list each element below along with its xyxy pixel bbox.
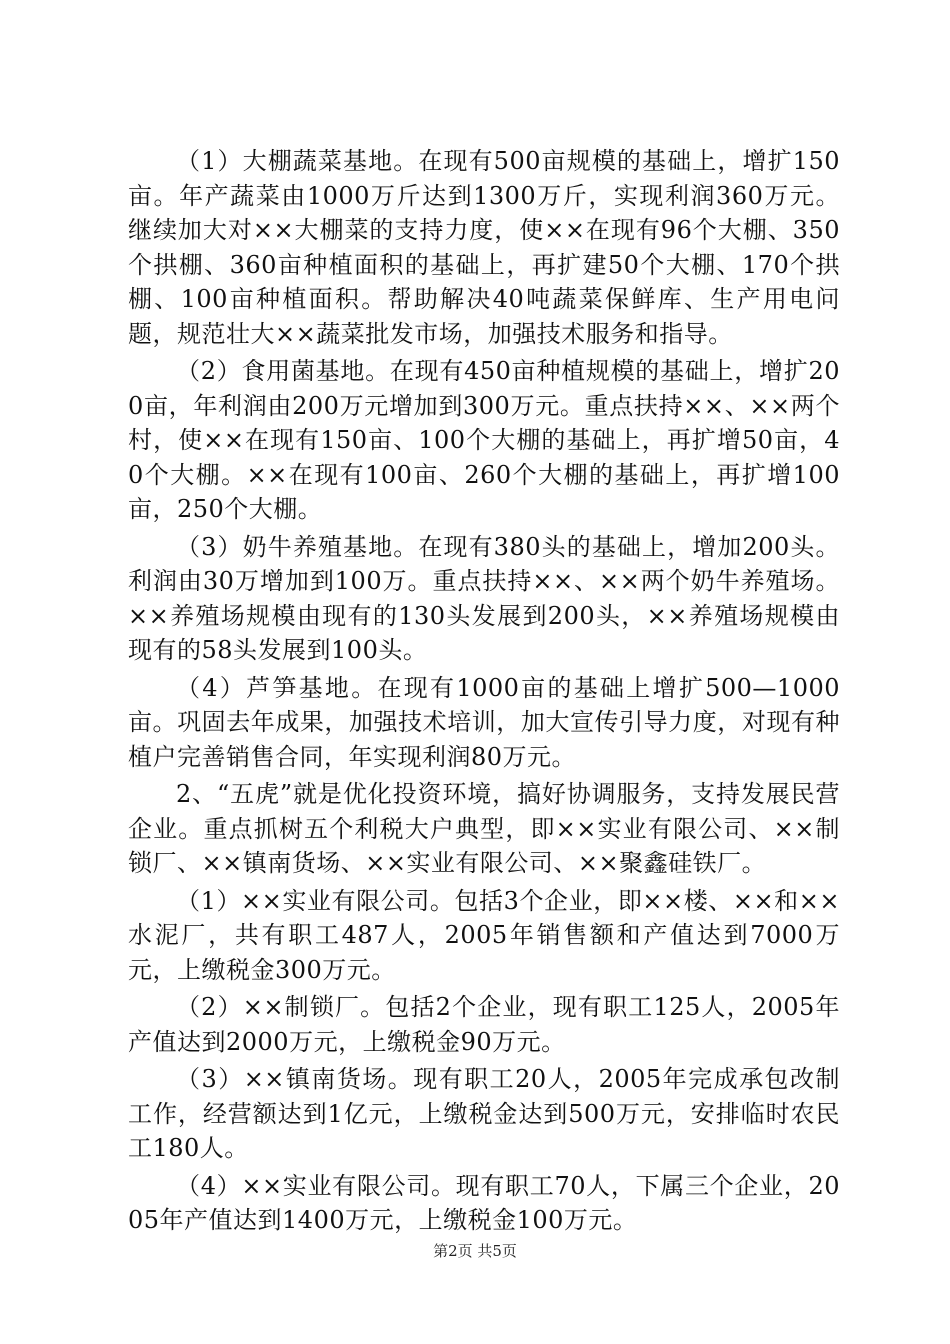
paragraph-industrial-company-1: （1）××实业有限公司。包括3个企业，即××楼、××和××水泥厂，共有职工487人，2005年销售额和产值达到7000万元，上缴税金300万元。 bbox=[128, 886, 840, 984]
paragraph-five-tigers: 2、“五虎”就是优化投资环境，搞好协调服务，支持发展民营企业。重点抓树五个利税大户典型，即××实业有限公司、××制锁厂、××镇南货场、××实业有限公司、××聚鑫硅铁厂。 bbox=[128, 780, 840, 877]
paragraph-asparagus: （4）芦笋基地。在现有1000亩的基础上增扩500—1000亩。巩固去年成果，加强技术培训，加大宣传引导力度，对现有种植户完善销售合同，年实现利润80万元。 bbox=[128, 673, 840, 771]
paragraph-dairy-farming: （3）奶牛养殖基地。在现有380头的基础上，增加200头。利润由30万增加到100万。重点扶持××、××两个奶牛养殖场。××养殖场规模由现有的130头发展到200头，××养殖场规模由现有的58头发展到100头。 bbox=[128, 532, 840, 664]
paragraph-lock-factory: （2）××制锁厂。包括2个企业，现有职工125人，2005年产值达到2000万元，上缴税金90万元。 bbox=[128, 993, 840, 1056]
document-body bbox=[128, 144, 840, 1241]
paragraph-industrial-company-2: （4）××实业有限公司。现有职工70人，下属三个企业，2005年产值达到1400万元，上缴税金100万元。 bbox=[128, 1171, 840, 1234]
paragraph-freight-yard: （3）××镇南货场。现有职工20人，2005年完成承包改制工作，经营额达到1亿元，上缴税金达到500万元，安排临时农民工180人。 bbox=[128, 1065, 840, 1162]
paragraph-edible-fungi: （2）食用菌基地。在现有450亩种植规模的基础上，增扩200亩，年利润由200万元增加到300万元。重点扶持××、××两个村，使××在现有150亩、100个大棚的基础上，再扩增50亩，40个大棚。××在现有100亩、260个大棚的基础上，再扩增100亩，250个大棚。 bbox=[128, 357, 840, 523]
page-footer: 第2页 共5页 bbox=[433, 1242, 517, 1260]
paragraph-greenhouse-vegetables: （1）大棚蔬菜基地。在现有500亩规模的基础上，增扩150亩。年产蔬菜由1000万斤达到1300万斤，实现利润360万元。继续加大对××大棚菜的支持力度，使××在现有96个大棚、350个拱棚、360亩种植面积的基础上，再扩建50个大棚、170个拱棚、100亩种植面积。帮助解决40吨蔬菜保鲜库、生产用电问题，规范壮大××蔬菜批发市场，加强技术服务和指导。 bbox=[128, 147, 840, 348]
